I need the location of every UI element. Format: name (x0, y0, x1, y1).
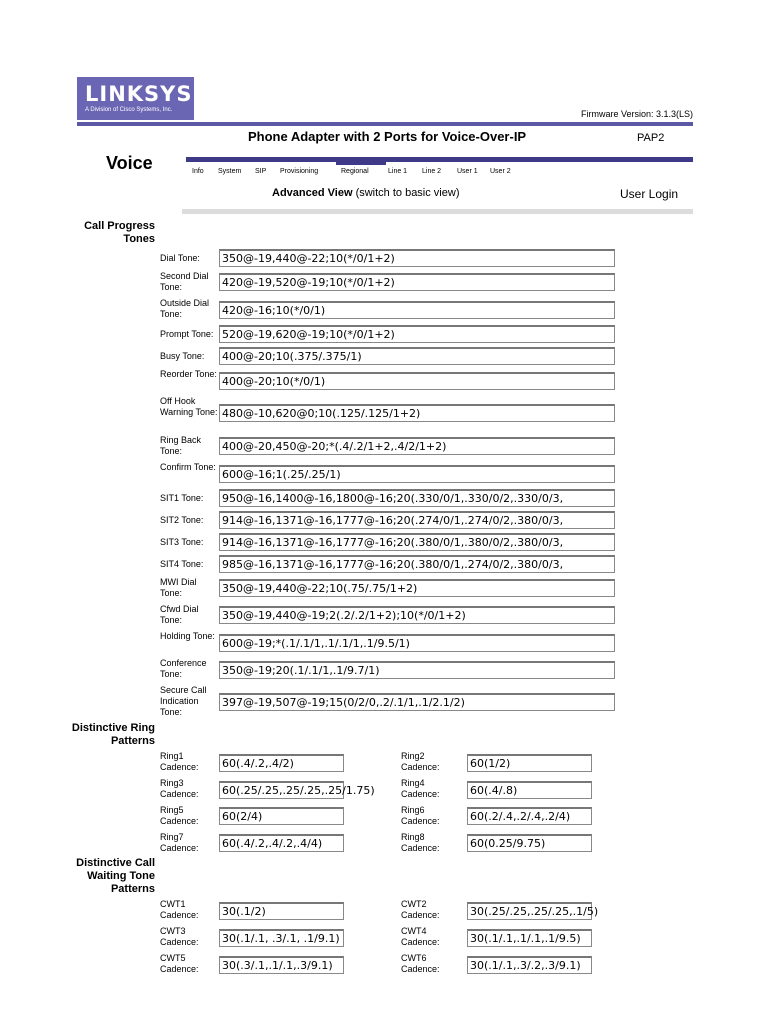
cfwd-dial-tone-label: Cfwd Dial Tone: (160, 604, 199, 625)
distinctive-ring-patterns-heading: Distinctive Ring Patterns (71, 722, 155, 747)
product-title: Phone Adapter with 2 Ports for Voice-Over-IP (248, 129, 527, 144)
cwt5-cadence-label: CWT5 Cadence: (160, 953, 199, 974)
view-switcher (272, 187, 459, 199)
switch-basic-view-link[interactable]: (switch to basic view) (355, 187, 460, 199)
header-divider (77, 122, 693, 126)
ring4-cadence-input[interactable]: 60(.4/.8) (467, 781, 592, 799)
ring4-cadence-label: Ring4 Cadence: (401, 778, 440, 799)
busy-tone-label: Busy Tone: (160, 351, 205, 361)
model-name: PAP2 (637, 132, 665, 144)
linksys-logo (77, 77, 194, 120)
ring8-cadence-input[interactable]: 60(0.25/9.75) (467, 834, 592, 852)
ring3-cadence-input[interactable]: 60(.25/.25,.25/.25,.25/1.75) (219, 781, 344, 799)
tab-user1[interactable]: User 1 (457, 168, 478, 175)
ring7-cadence-input[interactable]: 60(.4/.2,.4/.2,.4/4) (219, 834, 344, 852)
tab-user2[interactable]: User 2 (490, 168, 511, 175)
dial-tone-label: Dial Tone: (160, 253, 200, 263)
cwt6-cadence-label: CWT6 Cadence: (401, 953, 440, 974)
sit2-tone-input[interactable]: 914@-16,1371@-16,1777@-16;20(.274/0/1,.274/0/2,.380/0/3, (219, 511, 615, 529)
ring1-cadence-label: Ring1 Cadence: (160, 751, 199, 772)
logo-text: LINKSYS (85, 82, 193, 106)
ring7-cadence-label: Ring7 Cadence: (160, 832, 199, 853)
tab-line1[interactable]: Line 1 (388, 168, 408, 175)
tab-provisioning[interactable]: Provisioning (280, 168, 319, 175)
nav-active-indicator (336, 157, 386, 165)
cwt5-cadence-input[interactable]: 30(.3/.1,.1/.1,.3/9.1) (219, 956, 344, 974)
call-progress-tones-heading: Call Progress Tones (84, 220, 155, 245)
call-waiting-patterns-heading: Distinctive Call Waiting Tone Patterns (76, 857, 155, 895)
ring3-cadence-label: Ring3 Cadence: (160, 778, 199, 799)
sit1-tone-input[interactable]: 950@-16,1400@-16,1800@-16;20(.330/0/1,.330/0/2,.330/0/3, (219, 489, 615, 507)
sit3-tone-input[interactable]: 914@-16,1371@-16,1777@-16;20(.380/0/1,.380/0/2,.380/0/3, (219, 533, 615, 551)
cwt2-cadence-input[interactable]: 30(.25/.25,.25/.25,.1/5) (467, 902, 592, 920)
cwt6-cadence-input[interactable]: 30(.1/.1,.3/.2,.3/9.1) (467, 956, 592, 974)
ring2-cadence-label: Ring2 Cadence: (401, 751, 440, 772)
holding-tone-label: Holding Tone: (160, 631, 215, 641)
dial-tone-input[interactable]: 350@-19,440@-22;10(*/0/1+2) (219, 249, 615, 267)
cwt3-cadence-label: CWT3 Cadence: (160, 926, 199, 947)
prompt-tone-label: Prompt Tone: (160, 329, 214, 339)
cwt2-cadence-label: CWT2 Cadence: (401, 899, 440, 920)
prompt-tone-input[interactable]: 520@-19,620@-19;10(*/0/1+2) (219, 325, 615, 343)
sit2-tone-label: SIT2 Tone: (160, 515, 204, 525)
sit4-tone-label: SIT4 Tone: (160, 559, 204, 569)
off-hook-warning-tone-input[interactable]: 480@-10,620@0;10(.125/.125/1+2) (219, 404, 615, 422)
confirm-tone-input[interactable]: 600@-16;1(.25/.25/1) (219, 465, 615, 483)
ring6-cadence-label: Ring6 Cadence: (401, 805, 440, 826)
tab-system[interactable]: System (218, 168, 242, 175)
ring5-cadence-label: Ring5 Cadence: (160, 805, 199, 826)
confirm-tone-label: Confirm Tone: (160, 462, 216, 472)
ring-back-tone-input[interactable]: 400@-20,450@-20;*(.4/.2/1+2,.4/2/1+2) (219, 437, 615, 455)
outside-dial-tone-label: Outside Dial Tone: (160, 298, 210, 319)
conference-tone-label: Conference Tone: (160, 658, 207, 679)
second-dial-tone-label: Second Dial Tone: (160, 271, 209, 292)
off-hook-warning-tone-label: Off Hook Warning Tone: (160, 396, 218, 417)
reorder-tone-label: Reorder Tone: (160, 369, 217, 379)
advanced-view-label: Advanced View (272, 187, 353, 199)
user-login-link[interactable]: User Login (620, 187, 679, 201)
sit1-tone-label: SIT1 Tone: (160, 493, 204, 503)
tab-line2[interactable]: Line 2 (422, 168, 442, 175)
cwt3-cadence-input[interactable]: 30(.1/.1, .3/.1, .1/9.1) (219, 929, 344, 947)
page-title: Voice (106, 153, 153, 173)
outside-dial-tone-input[interactable]: 420@-16;10(*/0/1) (219, 301, 615, 319)
mwi-dial-tone-label: MWI Dial Tone: (160, 577, 197, 598)
tab-sip[interactable]: SIP (255, 168, 267, 175)
reorder-tone-input[interactable]: 400@-20;10(*/0/1) (219, 372, 615, 390)
sit4-tone-input[interactable]: 985@-16,1371@-16,1777@-16;20(.380/0/1,.274/0/2,.380/0/3, (219, 555, 615, 573)
mwi-dial-tone-input[interactable]: 350@-19,440@-22;10(.75/.75/1+2) (219, 579, 615, 597)
ring6-cadence-input[interactable]: 60(.2/.4,.2/.4,.2/4) (467, 807, 592, 825)
holding-tone-input[interactable]: 600@-19;*(.1/.1/1,.1/.1/1,.1/9.5/1) (219, 634, 615, 652)
ring1-cadence-input[interactable]: 60(.4/.2,.4/2) (219, 754, 344, 772)
logo-subtitle: A Division of Cisco Systems, Inc. (85, 107, 173, 113)
tab-regional[interactable]: Regional (341, 168, 369, 175)
sit3-tone-label: SIT3 Tone: (160, 537, 204, 547)
cwt4-cadence-label: CWT4 Cadence: (401, 926, 440, 947)
cfwd-dial-tone-input[interactable]: 350@-19,440@-19;2(.2/.2/1+2);10(*/0/1+2) (219, 606, 615, 624)
ring5-cadence-input[interactable]: 60(2/4) (219, 807, 344, 825)
busy-tone-input[interactable]: 400@-20;10(.375/.375/1) (219, 347, 615, 365)
tab-info[interactable]: Info (192, 168, 204, 175)
cwt1-cadence-input[interactable]: 30(.1/2) (219, 902, 344, 920)
firmware-version: Firmware Version: 3.1.3(LS) (580, 109, 693, 119)
second-dial-tone-input[interactable]: 420@-19,520@-19;10(*/0/1+2) (219, 273, 615, 291)
ring8-cadence-label: Ring8 Cadence: (401, 832, 440, 853)
secure-call-indication-tone-input[interactable]: 397@-19,507@-19;15(0/2/0,.2/.1/1,.1/2.1/2) (219, 693, 615, 711)
view-divider (182, 209, 693, 214)
cwt4-cadence-input[interactable]: 30(.1/.1,.1/.1,.1/9.5) (467, 929, 592, 947)
ring2-cadence-input[interactable]: 60(1/2) (467, 754, 592, 772)
nav-bar (186, 157, 693, 162)
ring-back-tone-label: Ring Back Tone: (160, 435, 202, 456)
secure-call-indication-tone-label: Secure Call Indication Tone: (160, 685, 207, 717)
conference-tone-input[interactable]: 350@-19;20(.1/.1/1,.1/9.7/1) (219, 661, 615, 679)
cwt1-cadence-label: CWT1 Cadence: (160, 899, 199, 920)
